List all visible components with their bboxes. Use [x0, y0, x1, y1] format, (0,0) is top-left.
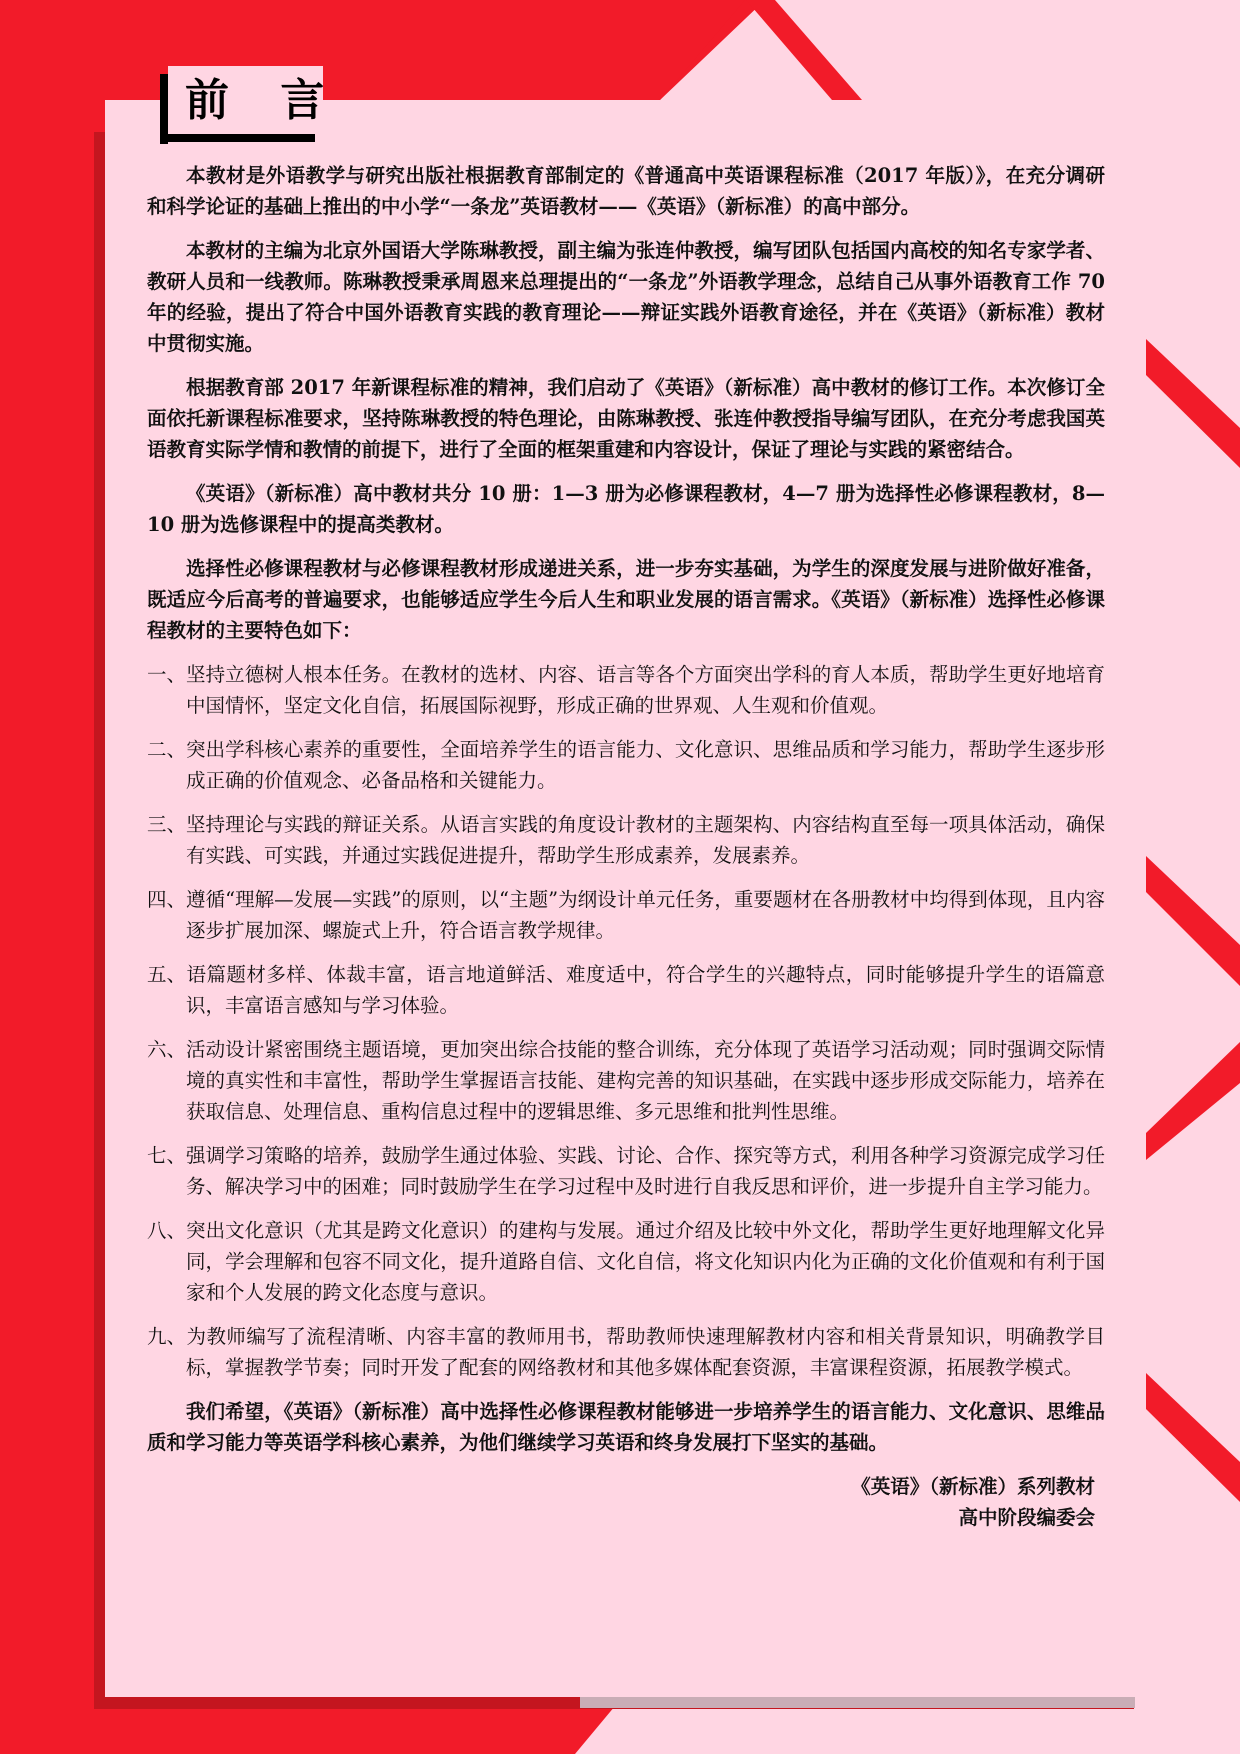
feature-text: 活动设计紧密围绕主题语境，更加突出综合技能的整合训练，充分体现了英语学习活动观；同时强调交际情境的真实性和丰富性，帮助学生掌握语言技能、建构完善的知识基础，在实践中逐步形成交际能力，培养在获取信息、处理信息、重构信息过程中的逻辑思维、多元思维和批判性思维。 — [186, 1038, 1105, 1123]
right-stripe-2 — [1146, 856, 1240, 986]
feature-number: 三、 — [147, 813, 187, 836]
feature-number: 七、 — [147, 1144, 187, 1167]
feature-number: 一、 — [147, 663, 187, 686]
feature-item — [147, 659, 1105, 721]
feature-item — [147, 734, 1105, 796]
right-stripe-4 — [1146, 1373, 1240, 1502]
feature-item — [147, 1321, 1105, 1383]
intro-paragraph: 选择性必修课程教材与必修课程教材形成递进关系，进一步夯实基础，为学生的深度发展与进阶做好准备，既适应今后高考的普遍要求，也能够适应学生今后人生和职业发展的语言需求。《英语》（新标准）选择性必修课程教材的主要特色如下： — [147, 557, 1105, 642]
feature-number: 六、 — [147, 1038, 187, 1061]
title-bracket-horizontal — [160, 134, 315, 142]
feature-number: 五、 — [147, 963, 187, 986]
feature-text: 突出文化意识（尤其是跨文化意识）的建构与发展。通过介绍及比较中外文化，帮助学生更好地理解文化异同，学会理解和包容不同文化，提升道路自信、文化自信，将文化知识内化为正确的文化价值观和有利于国家和个人发展的跨文化态度与意识。 — [186, 1219, 1105, 1304]
feature-text: 坚持立德树人根本任务。在教材的选材、内容、语言等各个方面突出学科的育人本质，帮助学生更好地培育中国情怀，坚定文化自信，拓展国际视野，形成正确的世界观、人生观和价值观。 — [186, 663, 1105, 717]
closing-paragraph: 我们希望，《英语》（新标准）高中选择性必修课程教材能够进一步培养学生的语言能力、文化意识、思维品质和学习能力等英语学科核心素养，为他们继续学习英语和终身发展打下坚实的基础。 — [147, 1400, 1105, 1454]
feature-number: 二、 — [147, 738, 187, 761]
feature-number: 九、 — [147, 1325, 187, 1348]
top-red-slope — [620, 0, 745, 100]
feature-item — [147, 809, 1105, 871]
feature-item — [147, 1034, 1105, 1127]
intro-paragraph: 《英语》（新标准）高中教材共分 10 册：1—3 册为必修课程教材，4—7 册为选择性必修课程教材，8—10 册为选修课程中的提高类教材。 — [147, 482, 1105, 536]
right-stripe-3 — [1146, 1042, 1240, 1160]
panel-shadow-bottom-grey — [580, 1697, 1135, 1708]
feature-text: 坚持理论与实践的辩证关系。从语言实践的角度设计教材的主题架构、内容结构直至每一项具体活动，确保有实践、可实践，并通过实践促进提升，帮助学生形成素养，发展素养。 — [186, 813, 1105, 867]
feature-text: 为教师编写了流程清晰、内容丰富的教师用书，帮助教师快速理解教材内容和相关背景知识，明确教学目标，掌握教学节奏；同时开发了配套的网络教材和其他多媒体配套资源，丰富课程资源，拓展教学模式。 — [186, 1325, 1105, 1379]
preface-content — [147, 160, 1105, 1533]
feature-number: 四、 — [147, 888, 187, 911]
intro-paragraph: 根据教育部 2017 年新课程标准的精神，我们启动了《英语》（新标准）高中教材的修订工作。本次修订全面依托新课程标准要求，坚持陈琳教授的特色理论，由陈琳教授、张连仲教授指导编写团队，在充分考虑我国英语教育实际学情和教情的前提下，进行了全面的框架重建和内容设计，保证了理论与实践的紧密结合。 — [147, 376, 1105, 461]
feature-number: 八、 — [147, 1219, 187, 1242]
feature-item — [147, 1140, 1105, 1202]
feature-item — [147, 959, 1105, 1021]
signature-line-1: 《英语》（新标准）系列教材 — [851, 1475, 1095, 1498]
feature-text: 强调学习策略的培养，鼓励学生通过体验、实践、讨论、合作、探究等方式，利用各种学习资源完成学习任务、解决学习中的困难；同时鼓励学生在学习过程中及时进行自我反思和评价，进一步提升自主学习能力。 — [186, 1144, 1105, 1198]
feature-text: 遵循“理解—发展—实践”的原则，以“主题”为纲设计单元任务，重要题材在各册教材中均得到体现，且内容逐步扩展加深、螺旋式上升，符合语言教学规律。 — [186, 888, 1105, 942]
page-title: 前 言 — [185, 75, 343, 126]
signature-line-2: 高中阶段编委会 — [958, 1506, 1095, 1529]
feature-text: 突出学科核心素养的重要性，全面培养学生的语言能力、文化意识、思维品质和学习能力，帮助学生逐步形成正确的价值观念、必备品格和关键能力。 — [186, 738, 1105, 792]
intro-paragraph: 本教材是外语教学与研究出版社根据教育部制定的《普通高中英语课程标准（2017 年版）》，在充分调研和科学论证的基础上推出的中小学“一条龙”英语教材——《英语》（新标准）的高中部分。 — [147, 164, 1105, 218]
top-diagonal-stripe — [746, 0, 862, 100]
feature-text: 语篇题材多样、体裁丰富，语言地道鲜活、难度适中，符合学生的兴趣特点，同时能够提升学生的语篇意识，丰富语言感知与学习体验。 — [186, 963, 1105, 1017]
intro-paragraph: 本教材的主编为北京外国语大学陈琳教授，副主编为张连仲教授，编写团队包括国内高校的知名专家学者、教研人员和一线教师。陈琳教授秉承周恩来总理提出的“一条龙”外语教学理念，总结自己从事外语教育工作 70 年的经验，提出了符合中国外语教育实践的教育理论——辩证实践外语教育途径，并在《英语》（新标准）教材中贯彻实施。 — [147, 239, 1105, 355]
signature — [147, 1471, 1105, 1533]
right-stripe-1 — [1146, 339, 1240, 468]
feature-item — [147, 884, 1105, 946]
feature-item — [147, 1215, 1105, 1308]
